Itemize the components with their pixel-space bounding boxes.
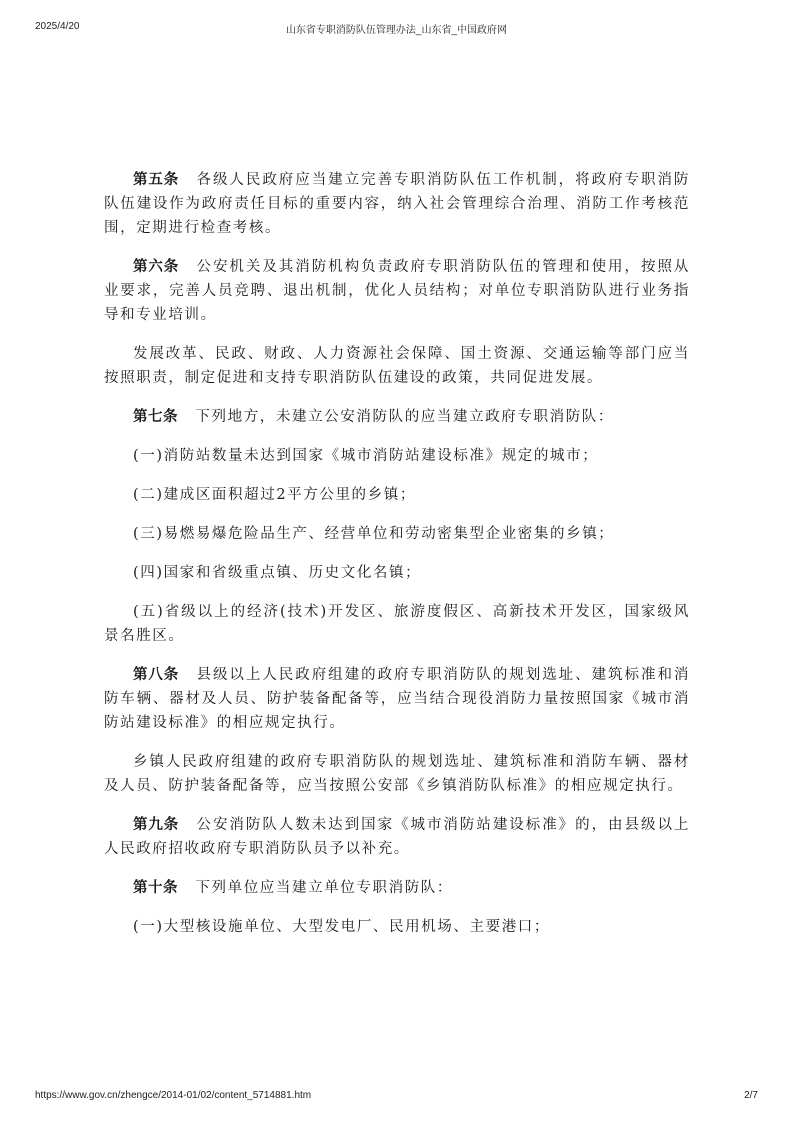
article-number: 第七条 <box>133 409 178 425</box>
article-number: 第十条 <box>133 880 178 896</box>
paragraph-article-6-cont <box>104 342 690 390</box>
paragraph-text: 下列单位应当建立单位专职消防队： <box>195 880 453 896</box>
list-item-7-3 <box>104 522 690 546</box>
article-number: 第五条 <box>133 172 180 188</box>
paragraph-text: (一)消防站数量未达到国家《城市消防站建设标准》规定的城市； <box>133 448 599 464</box>
paragraph-text: (二)建成区面积超过2平方公里的乡镇； <box>133 487 416 503</box>
list-item-7-2 <box>104 483 690 507</box>
print-page-title: 山东省专职消防队伍管理办法_山东省_中国政府网 <box>285 25 508 36</box>
paragraph-text: 县级以上人民政府组建的政府专职消防队的规划选址、建筑标准和消防车辆、器材及人员、防护装备配备等，应当结合现役消防力量按照国家《城市消防站建设标准》的相应规定执行。 <box>104 667 691 731</box>
paragraph-text: 各级人民政府应当建立完善专职消防队伍工作机制，将政府专职消防队伍建设作为政府责任目标的重要内容，纳入社会管理综合治理、消防工作考核范围，定期进行检查考核。 <box>104 172 691 236</box>
paragraph-article-7 <box>104 405 690 429</box>
article-number: 第六条 <box>133 259 180 275</box>
list-item-7-4 <box>104 561 690 585</box>
paragraph-article-10 <box>104 876 690 900</box>
paragraph-text: (四)国家和省级重点镇、历史文化名镇； <box>133 565 422 581</box>
article-number: 第八条 <box>133 667 180 683</box>
article-number: 第九条 <box>133 817 180 833</box>
paragraph-text: 公安机关及其消防机构负责政府专职消防队伍的管理和使用，按照从业要求，完善人员竞聘、退出机制，优化人员结构；对单位专职消防队进行业务指导和专业培训。 <box>104 259 691 323</box>
list-item-7-1 <box>104 444 690 468</box>
paragraph-text: (一)大型核设施单位、大型发电厂、民用机场、主要港口； <box>133 919 551 935</box>
paragraph-article-8-cont <box>104 750 690 798</box>
paragraph-article-5 <box>104 168 690 240</box>
paragraph-text: 乡镇人民政府组建的政府专职消防队的规划选址、建筑标准和消防车辆、器材及人员、防护装备配备等，应当按照公安部《乡镇消防队标准》的相应规定执行。 <box>104 754 690 794</box>
list-item-10-1 <box>104 915 690 939</box>
paragraph-article-9 <box>104 813 690 861</box>
document-body <box>104 168 690 954</box>
print-url: https://www.gov.cn/zhengce/2014-01/02/content_5714881.htm <box>35 1090 312 1101</box>
paragraph-text: 公安消防队人数未达到国家《城市消防站建设标准》的，由县级以上人民政府招收政府专职消防队员予以补充。 <box>104 817 691 857</box>
paragraph-text: (五)省级以上的经济(技术)开发区、旅游度假区、高新技术开发区，国家级风景名胜区。 <box>104 604 690 644</box>
paragraph-text: (三)易燃易爆危险品生产、经营单位和劳动密集型企业密集的乡镇； <box>133 526 615 542</box>
paragraph-text: 下列地方，未建立公安消防队的应当建立政府专职消防队： <box>195 409 614 425</box>
page-number: 2/7 <box>744 1090 758 1101</box>
paragraph-article-6 <box>104 255 690 327</box>
paragraph-article-8 <box>104 663 690 735</box>
list-item-7-5 <box>104 600 690 648</box>
paragraph-text: 发展改革、民政、财政、人力资源社会保障、国土资源、交通运输等部门应当按照职责，制定促进和支持专职消防队伍建设的政策，共同促进发展。 <box>104 346 690 386</box>
print-date: 2025/4/20 <box>35 21 80 32</box>
